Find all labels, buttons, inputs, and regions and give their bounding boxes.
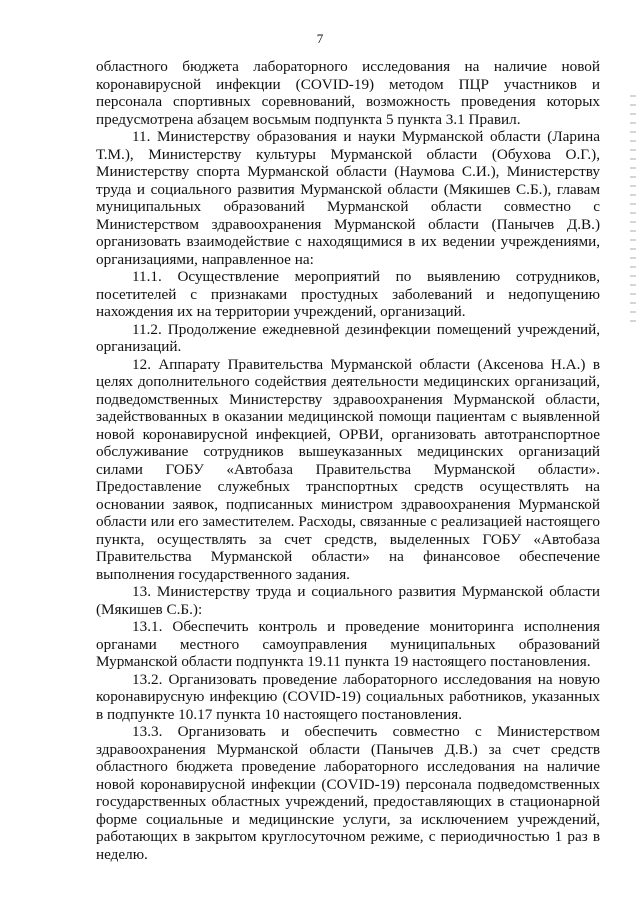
paragraph-item-13-3: 13.3. Организовать и обеспечить совместно с Министерством здравоохранения Мурманской области (Панычев Д.В.) за счет средств областного бюджета проведение лабораторного исследования на наличие новой коронавирусной инфекции (COVID-19) персонала подведомственных государственных областных учреждений, предоставляющих в стационарной форме социальные и медицинские услуги, за исключением учреждений, работающих в закрытом круглосуточном режиме, с периодичностью 1 раз в неделю. [96,723,600,863]
paragraph-item-12: 12. Аппарату Правительства Мурманской области (Аксенова Н.А.) в целях дополнительного содействия деятельности медицинских организаций, подведомственных Министерству здравоохранения Мурманской области, задействованных в оказании медицинской помощи пациентам с выявленной новой коронавирусной инфекцией, ОРВИ, организовать автотранспортное обслуживание сотрудников вышеуказанных медицинских организаций силами ГОБУ «Автобаза Правительства Мурманской области». Предоставление служебных транспортных средств осуществлять на основании заявок, подписанных министром здравоохранения Мурманской области или его заместителем. Расходы, связанные с реализацией настоящего пункта, осуществлять за счет средств, выделенных ГОБУ «Автобаза Правительства Мурманской области» на финансовое обеспечение выполнения государственного задания. [96,355,600,583]
paragraph-item-13-2: 13.2. Организовать проведение лабораторного исследования на новую коронавирусную инфекцию (COVID-19) социальных работников, указанных в подпункте 10.17 пункта 10 настоящего постановления. [96,670,600,723]
paragraph-item-13-1: 13.1. Обеспечить контроль и проведение мониторинга исполнения органами местного самоуправления муниципальных образований Мурманской области подпункта 19.11 пункта 19 настоящего постановления. [96,618,600,670]
paragraph-continuation: областного бюджета лабораторного исследования на наличие новой коронавирусной инфекции (COVID-19) методом ПЦР участников и персонала спортивных соревнований, возможность проведения которых предусмотрена абзацем восьмым подпункта 5 пункта 3.1 Правил. [96,58,600,128]
document-body [96,58,600,863]
paragraph-item-11-1: 11.1. Осуществление мероприятий по выявлению сотрудников, посетителей с признаками простудных заболеваний и недопущению нахождения их на территории учреждений, организаций. [96,268,600,320]
paragraph-item-11-2: 11.2. Продолжение ежедневной дезинфекции помещений учреждений, организаций. [96,320,600,355]
paragraph-item-13: 13. Министерству труда и социального развития Мурманской области (Мякишев С.Б.): [96,583,600,618]
page-number: 7 [316,31,324,46]
paragraph-item-11: 11. Министерству образования и науки Мурманской области (Ларина Т.М.), Министерству культуры Мурманской области (Обухова О.Г.), Министерству спорта Мурманской области (Наумова С.И.), Министерству труда и социального развития Мурманской области (Мякишев С.Б.), главам муниципальных образований Мурманской области совместно с Министерством здравоохранения Мурманской области (Панычев Д.В.) организовать взаимодействие с находящимися в их ведении учреждениями, организациями, направленное на: [96,128,600,268]
binding-margin-marks [630,95,636,325]
